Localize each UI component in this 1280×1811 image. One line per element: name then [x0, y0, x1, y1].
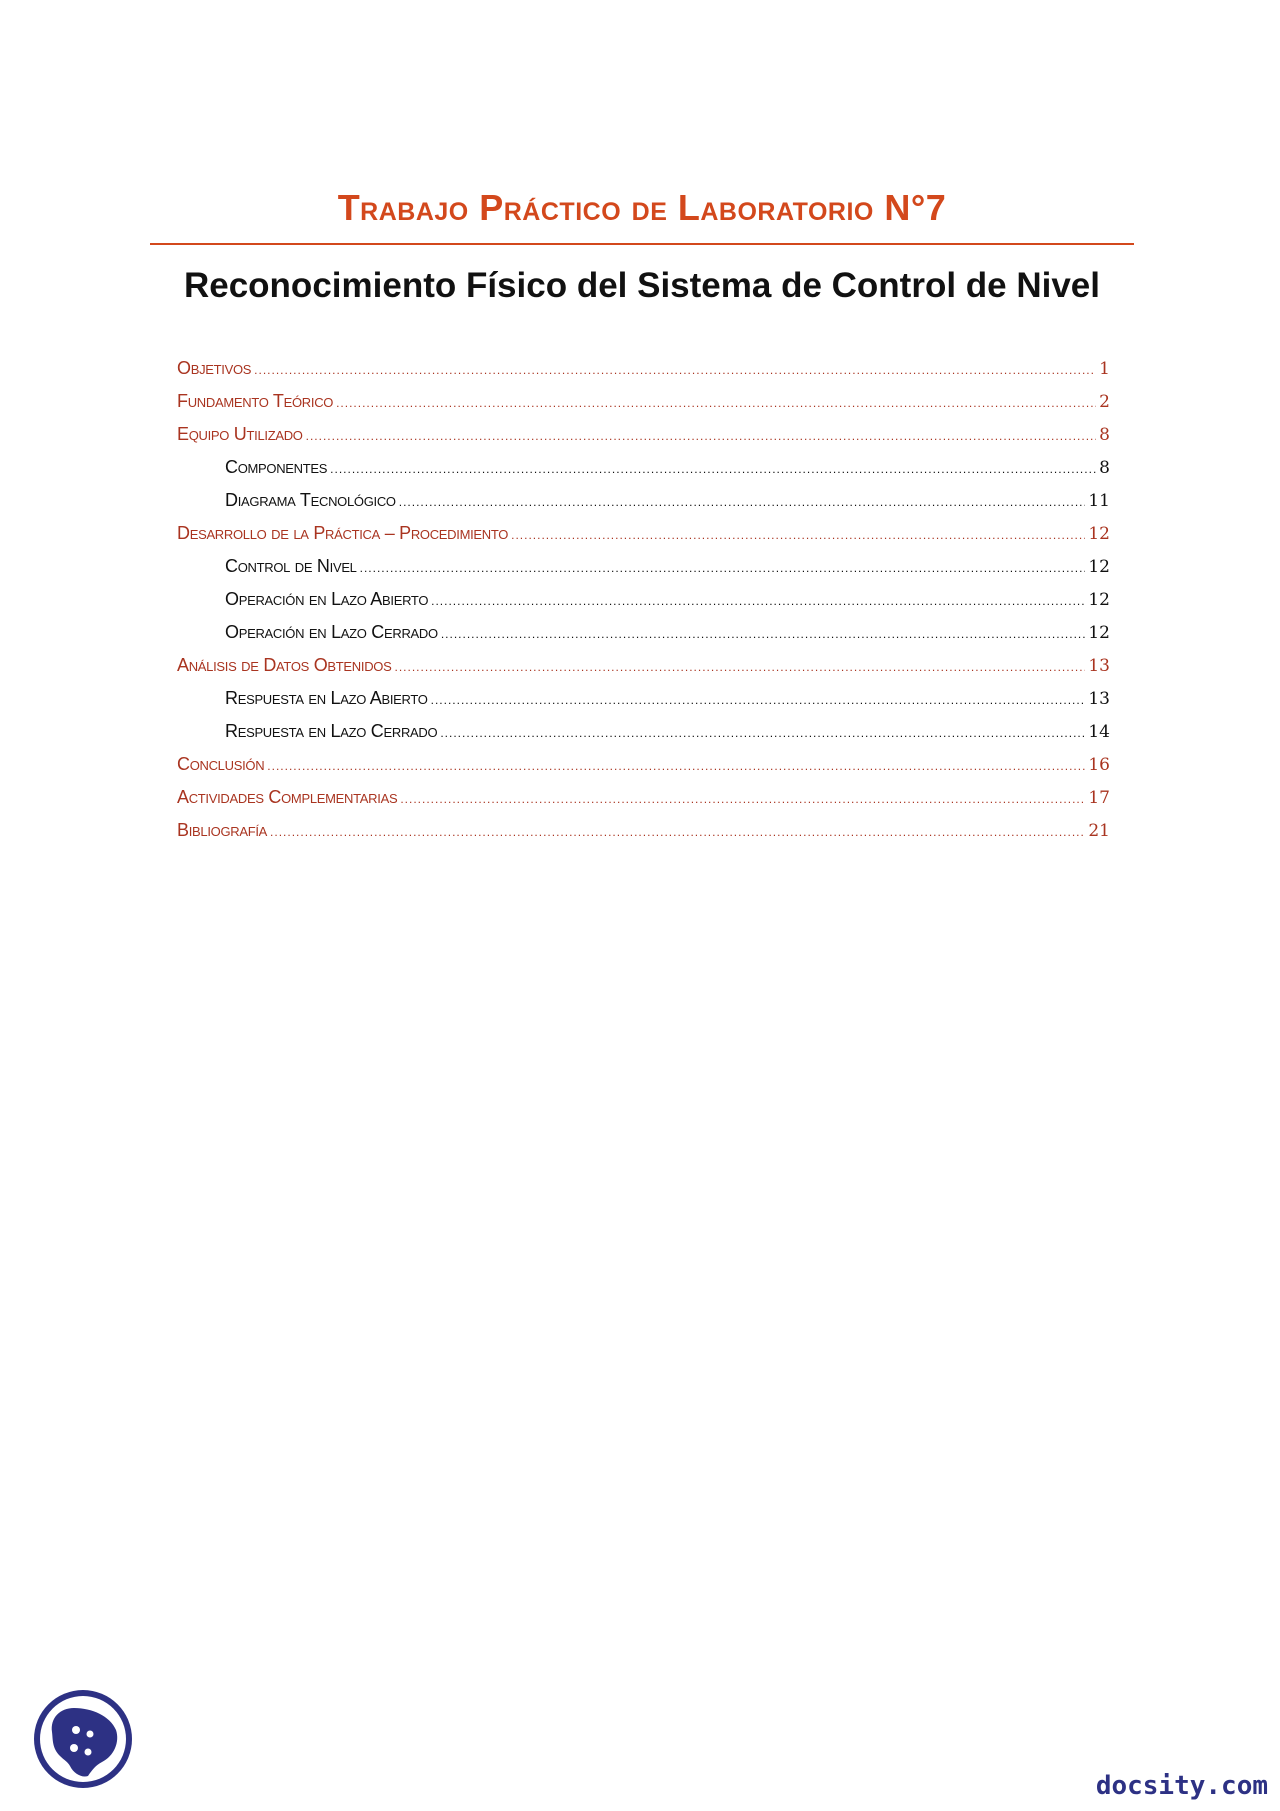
- toc-page-number: 1: [1099, 359, 1110, 379]
- toc-entry-label[interactable]: Operación en Lazo Cerrado: [225, 622, 438, 642]
- docsity-logo-icon: [30, 1686, 136, 1792]
- toc-entry[interactable]: [177, 814, 1110, 847]
- toc-entry-label[interactable]: Fundamento Teórico: [177, 391, 334, 411]
- toc-entry-label[interactable]: Respuesta en Lazo Abierto: [225, 688, 428, 708]
- toc-entry[interactable]: [177, 682, 1110, 715]
- toc-page-number: 21: [1088, 821, 1110, 841]
- toc-entry[interactable]: [177, 748, 1110, 781]
- toc-page-number: 12: [1088, 623, 1110, 643]
- toc-dot-leader: [267, 750, 1085, 781]
- toc-entry[interactable]: [177, 550, 1110, 583]
- toc-page-number: 16: [1088, 755, 1110, 775]
- toc-page-number: 12: [1088, 590, 1110, 610]
- toc-dot-leader: [440, 717, 1085, 748]
- toc-entry-label[interactable]: Desarrollo de la Práctica – Procedimiento: [177, 523, 509, 543]
- toc-entry-label[interactable]: Conclusión: [177, 754, 265, 774]
- toc-entry-label[interactable]: Diagrama Tecnológico: [225, 490, 396, 510]
- toc-entry-label[interactable]: Objetivos: [177, 358, 252, 378]
- toc-entry[interactable]: [177, 715, 1110, 748]
- toc-page-number: 8: [1099, 425, 1110, 445]
- toc-dot-leader: [431, 585, 1085, 616]
- toc-entry-label[interactable]: Equipo Utilizado: [177, 424, 303, 444]
- document-subtitle: Reconocimiento Físico del Sistema de Control de Nivel: [183, 266, 1101, 305]
- toc-page-number: 13: [1088, 689, 1110, 709]
- toc-entry-label[interactable]: Control de Nivel: [225, 556, 357, 576]
- toc-dot-leader: [270, 816, 1085, 847]
- toc-page-number: 13: [1088, 656, 1110, 676]
- table-of-contents: [177, 352, 1110, 847]
- toc-dot-leader: [511, 519, 1085, 550]
- toc-entry-label[interactable]: Actividades Complementarias: [177, 787, 398, 807]
- toc-page-number: 8: [1099, 458, 1110, 478]
- toc-entry-label[interactable]: Bibliografía: [177, 820, 268, 840]
- toc-entry-label[interactable]: Componentes: [225, 457, 328, 477]
- toc-dot-leader: [330, 453, 1096, 484]
- toc-entry[interactable]: [177, 418, 1110, 451]
- toc-entry[interactable]: [177, 352, 1110, 385]
- toc-page-number: 14: [1088, 722, 1110, 742]
- toc-dot-leader: [400, 783, 1085, 814]
- toc-dot-leader: [360, 552, 1086, 583]
- toc-page-number: 11: [1088, 491, 1110, 511]
- toc-entry-label[interactable]: Operación en Lazo Abierto: [225, 589, 429, 609]
- toc-entry[interactable]: [177, 517, 1110, 550]
- docsity-watermark: docsity.com: [1095, 1771, 1268, 1801]
- toc-entry-label[interactable]: Respuesta en Lazo Cerrado: [225, 721, 438, 741]
- document-title: Trabajo Práctico de Laboratorio N°7: [337, 187, 947, 228]
- toc-page-number: 12: [1088, 557, 1110, 577]
- toc-dot-leader: [254, 354, 1096, 385]
- toc-dot-leader: [394, 651, 1085, 682]
- toc-dot-leader: [431, 684, 1086, 715]
- toc-entry[interactable]: [177, 649, 1110, 682]
- title-underline: [150, 243, 1134, 245]
- toc-page-number: 17: [1088, 788, 1110, 808]
- toc-entry[interactable]: [177, 385, 1110, 418]
- toc-entry[interactable]: [177, 616, 1110, 649]
- toc-dot-leader: [306, 420, 1097, 451]
- toc-page-number: 12: [1088, 524, 1110, 544]
- toc-entry[interactable]: [177, 484, 1110, 517]
- toc-dot-leader: [399, 486, 1086, 517]
- toc-entry[interactable]: [177, 583, 1110, 616]
- toc-entry[interactable]: [177, 451, 1110, 484]
- toc-dot-leader: [336, 387, 1096, 418]
- toc-entry-label[interactable]: Análisis de Datos Obtenidos: [177, 655, 392, 675]
- toc-page-number: 2: [1099, 392, 1110, 412]
- toc-dot-leader: [441, 618, 1086, 649]
- toc-entry[interactable]: [177, 781, 1110, 814]
